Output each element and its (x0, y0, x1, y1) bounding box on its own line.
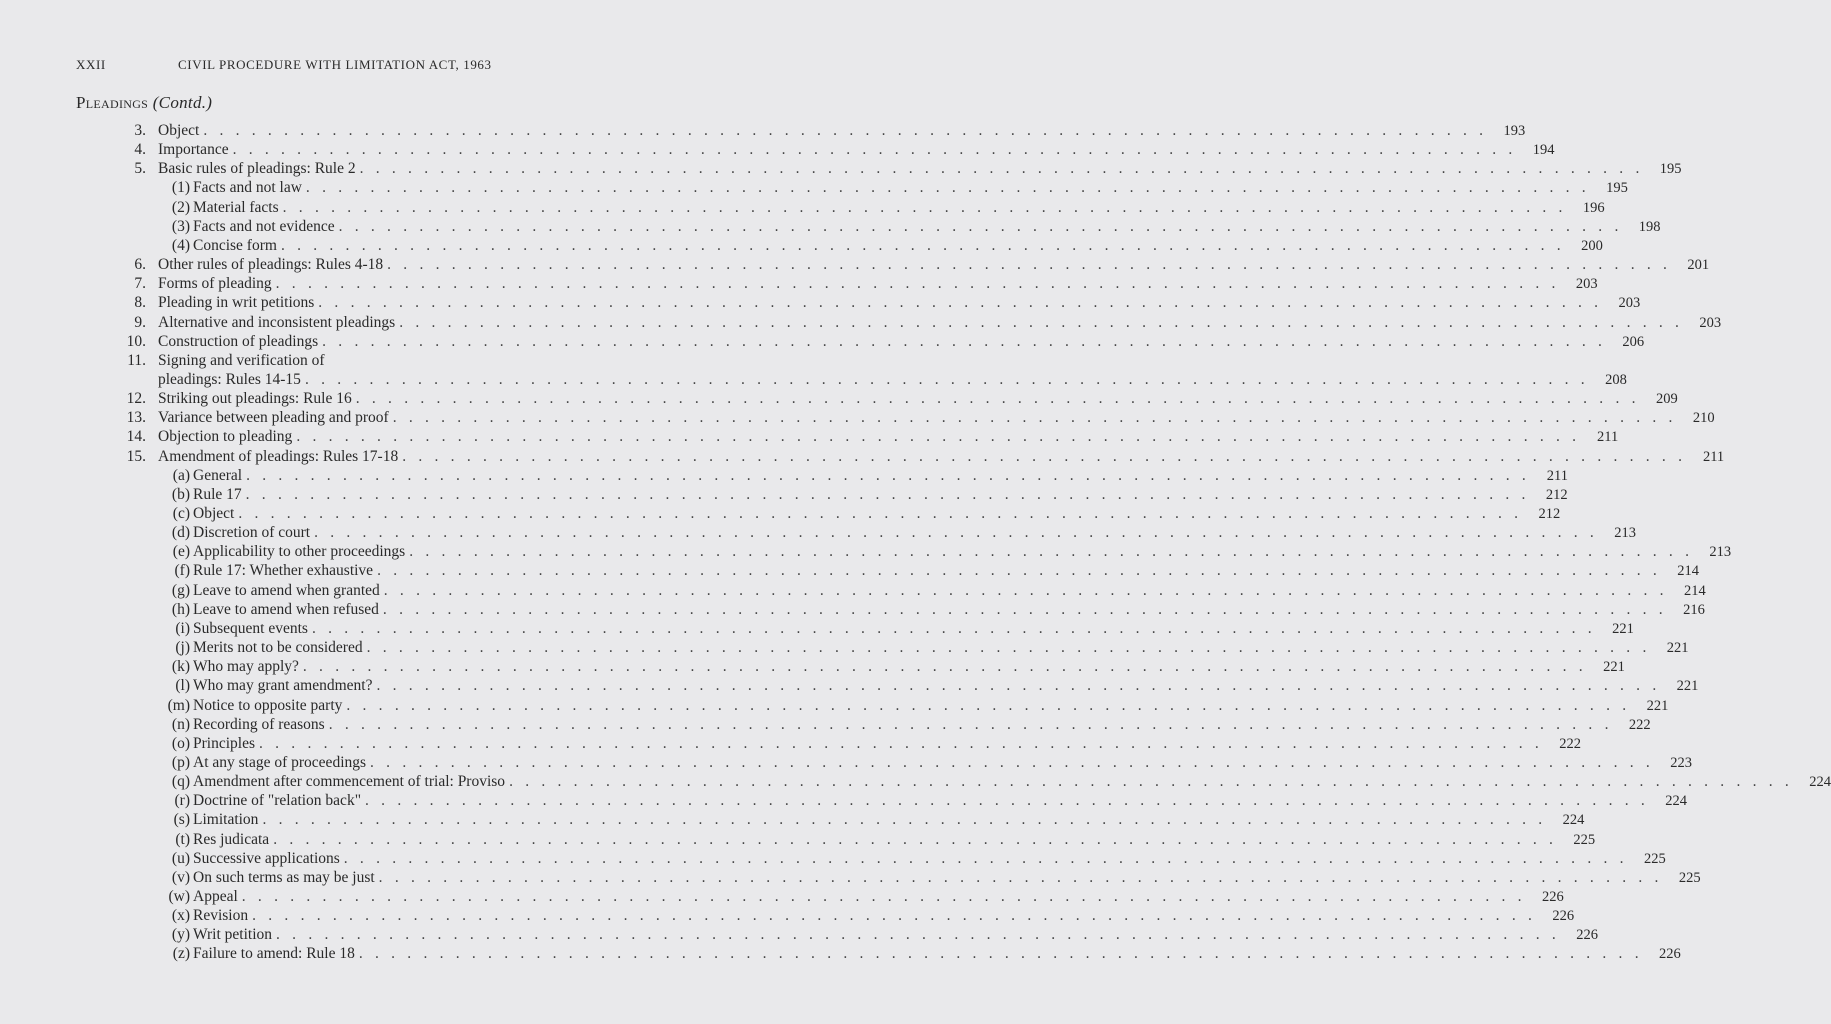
toc-page-number: 226 (1659, 946, 1681, 963)
toc-subentry-label: (a) (172, 466, 190, 484)
dot-leader: . . . . . . . . . . . . . . . . . . . . . . . . . . . . . . . . . . . . . . . . . . . . . . . . . . . . . . . . . . . . . . . . . . . . . . . . . . . . . . . . (370, 753, 1654, 771)
dot-leader: . . . . . . . . . . . . . . . . . . . . . . . . . . . . . . . . . . . . . . . . . . . . . . . . . . . . . . . . . . . . . . . . . . . . . . . . . . . . . . . . (358, 945, 1643, 963)
toc-subentry-label: (q) (171, 773, 190, 791)
toc-entry-title: Recording of reasons (193, 715, 325, 733)
toc-entry-line (193, 791, 1687, 810)
section-contd: (Contd.) (152, 93, 213, 112)
toc-entry-line (193, 485, 1568, 504)
toc-entry (0, 734, 1581, 753)
toc-page-number: 223 (1670, 754, 1692, 771)
toc-subentry-label: (g) (171, 581, 190, 599)
toc-entry (0, 906, 1575, 925)
toc-page-number: 201 (1687, 257, 1710, 274)
toc-entry-title: Successive applications (193, 849, 340, 867)
toc-entry-title: Principles (193, 734, 255, 752)
toc-entry-title: Material facts (193, 198, 279, 216)
toc-entry-title: Basic rules of pleadings: Rule 2 (158, 160, 356, 178)
toc-entry (0, 657, 1625, 676)
toc-entry (0, 791, 1687, 810)
toc-entry-line (158, 370, 1627, 389)
toc-entry-title: Leave to amend when granted (193, 581, 380, 599)
toc-subentry-label: (l) (175, 677, 190, 695)
running-title: CIVIL PROCEDURE WITH LIMITATION ACT, 1963 (178, 57, 492, 72)
toc-page-number: 226 (1576, 927, 1598, 944)
toc-subentry-label: (z) (172, 945, 190, 963)
toc-entry-title: Doctrine of "relation back" (193, 792, 362, 810)
toc-subentry-label: (d) (171, 524, 190, 542)
toc-entry-title: pleadings: Rules 14-15 (158, 370, 301, 388)
toc-entry-line (193, 466, 1568, 485)
toc-entry-line (193, 657, 1625, 676)
toc-page-number: 221 (1603, 659, 1625, 676)
dot-leader: . . . . . . . . . . . . . . . . . . . . . . . . . . . . . . . . . . . . . . . . . . . . . . . . . . . . . . . . . . . . . . . . . . . . . . . . . . . . . . . . (246, 466, 1530, 484)
toc-entry-number: 5. (134, 160, 146, 178)
toc-page-number: 221 (1676, 678, 1699, 695)
toc-entry-title: Facts and not law (193, 179, 302, 197)
toc-entry (0, 619, 1634, 638)
toc-entry-line (158, 140, 1555, 159)
toc-subentry-label: (k) (171, 658, 190, 676)
toc-entry (0, 581, 1706, 600)
toc-entry (0, 236, 1603, 255)
toc-entry-number: 3. (134, 122, 146, 139)
toc-entry-number: 13. (126, 409, 146, 427)
dot-leader: . . . . . . . . . . . . . . . . . . . . . . . . . . . . . . . . . . . . . . . . . . . . . . . . . . . . . . . . . . . . . . . . . . . . . . . . . . . . . . . . (304, 370, 1589, 388)
toc-subentry-label: (j) (175, 639, 190, 657)
toc-page-number: 225 (1573, 831, 1596, 848)
toc-entry-line (193, 542, 1732, 561)
toc-subentry-label: (3) (171, 217, 190, 235)
toc-entry (0, 810, 1585, 829)
toc-entry-title: Who may apply? (193, 658, 299, 676)
toc-entry-line (193, 236, 1603, 255)
toc-page-number: 209 (1655, 391, 1678, 408)
dot-leader: . . . . . . . . . . . . . . . . . . . . . . . . . . . . . . . . . . . . . . . . . . . . . . . . . . . . . . . . . . . . . . . . . . . . . . . . . . . . . . . . (276, 926, 1560, 944)
toc-entry (0, 121, 1526, 140)
toc-subentry-label: (2) (171, 198, 190, 216)
dot-leader: . . . . . . . . . . . . . . . . . . . . . . . . . . . . . . . . . . . . . . . . . . . . . . . . . . . . . . . . . . . . . . . . . . . . . . . . . . . . . . . . (275, 275, 1560, 293)
toc-page-number: 226 (1552, 908, 1575, 925)
toc-entry-line (193, 849, 1666, 868)
toc-entry (0, 830, 1596, 849)
toc-page-number: 212 (1538, 506, 1561, 522)
toc-entry-title: Appeal (193, 888, 238, 905)
toc-subentry-label: (p) (171, 753, 190, 771)
toc-subentry-label: (b) (171, 485, 190, 503)
toc-entry (0, 351, 768, 370)
toc-entry-line (193, 638, 1689, 657)
toc-entry-title: Limitation (193, 811, 259, 829)
toc-entry-line (193, 868, 1701, 887)
dot-leader: . . . . . . . . . . . . . . . . . . . . . . . . . . . . . . . . . . . . . . . . . . . . . . . . . . . . . . . . . . . . . . . . . . . . . . . . . . . . . . . . (322, 332, 1607, 350)
dot-leader: . . . . . . . . . . . . . . . . . . . . . . . . . . . . . . . . . . . . . . . . . . . . . . . . . . . . . . . . . . . . . . . . . . . . . . . . . . . . . . . . (509, 773, 1793, 791)
toc-entry-title: Amendment after commencement of trial: Proviso (193, 773, 506, 791)
toc-entry-title: Leave to amend when refused (193, 600, 379, 618)
dot-leader: . . . . . . . . . . . . . . . . . . . . . . . . . . . . . . . . . . . . . . . . . . . . . . . . . . . . . . . . . . . . . . . . . . . . . . . . . . . . . . . . (302, 658, 1587, 676)
toc-entry-line (193, 753, 1692, 772)
toc-entry (0, 427, 1619, 446)
section-title (76, 93, 212, 113)
toc-entry (0, 255, 1710, 274)
section-heading: Pleadings (76, 93, 149, 112)
toc-subentry-label: (y) (171, 926, 190, 944)
dot-leader: . . . . . . . . . . . . . . . . . . . . . . . . . . . . . . . . . . . . . . . . . . . . . . . . . . . . . . . . . . . . . . . . . . . . . . . . . . . . . . . . (245, 485, 1530, 503)
toc-entry (0, 447, 1725, 466)
toc-entry-line (158, 447, 1725, 466)
toc-subentry-label: (u) (171, 849, 190, 867)
toc-entry-line (193, 676, 1699, 695)
toc-page-number: 226 (1541, 889, 1564, 905)
toc-entry-title: Rule 17: Whether exhaustive (193, 562, 374, 580)
dot-leader: . . . . . . . . . . . . . . . . . . . . . . . . . . . . . . . . . . . . . . . . . . . . . . . . . . . . . . . . . . . . . . . . . . . . . . . . . . . . . . . . (203, 122, 1488, 139)
toc-entry (0, 676, 1699, 695)
toc-entry-title: Alternative and inconsistent pleadings (158, 313, 396, 331)
toc-entry-line (193, 810, 1585, 829)
dot-leader: . . . . . . . . . . . . . . . . . . . . . . . . . . . . . . . . . . . . . . . . . . . . . . . . . . . . . . . . . . . . . . . . . . . . . . . . . . . . . . . . (241, 888, 1526, 905)
toc-entry-title: On such terms as may be just (193, 868, 375, 886)
toc-entry-title: Subsequent events (193, 619, 308, 637)
toc-entry (0, 561, 1700, 580)
toc-entry (0, 542, 1732, 561)
toc-page-number: 221 (1646, 697, 1669, 714)
toc-entry-title: General (193, 466, 243, 484)
toc-entry (0, 140, 1555, 159)
toc-page-number: 193 (1503, 123, 1526, 139)
toc-entry-line (158, 408, 1715, 427)
toc-entry-number: 14. (126, 428, 146, 446)
toc-subentry-label: (i) (175, 619, 190, 637)
toc-entry-line (193, 523, 1637, 542)
toc-entry (0, 638, 1689, 657)
dot-leader: . . . . . . . . . . . . . . . . . . . . . . . . . . . . . . . . . . . . . . . . . . . . . . . . . . . . . . . . . . . . . . . . . . . . . . . . . . . . . . . . (376, 677, 1661, 695)
toc-entry (0, 198, 1605, 217)
toc-entry-title: Importance (158, 141, 229, 159)
dot-leader: . . . . . . . . . . . . . . . . . . . . . . . . . . . . . . . . . . . . . . . . . . . . . . . . . . . . . . . . . . . . . . . . . . . . . . . . . . . . . . . . (387, 256, 1672, 274)
dot-leader: . . . . . . . . . . . . . . . . . . . . . . . . . . . . . . . . . . . . . . . . . . . . . . . . . . . . . . . . . . . . . . . . . . . . . . . . . . . . . . . . (359, 160, 1644, 178)
toc-entry-title: Merits not to be considered (193, 639, 363, 657)
toc-entry-title: Failure to amend: Rule 18 (193, 945, 355, 963)
toc-entry (0, 868, 1701, 887)
toc-page-number: 211 (1597, 429, 1619, 446)
dot-leader: . . . . . . . . . . . . . . . . . . . . . . . . . . . . . . . . . . . . . . . . . . . . . . . . . . . . . . . . . . . . . . . . . . . . . . . . . . . . . . . . (314, 524, 1599, 542)
toc-entry-title: Striking out pleadings: Rule 16 (158, 390, 352, 408)
toc-entry-title: Signing and verification of (158, 351, 325, 369)
dot-leader: . . . . . . . . . . . . . . . . . . . . . . . . . . . . . . . . . . . . . . . . . . . . . . . . . . . . . . . . . . . . . . . . . . . . . . . . . . . . . . . . (262, 811, 1547, 829)
toc-entry-number: 15. (126, 447, 146, 465)
dot-leader: . . . . . . . . . . . . . . . . . . . . . . . . . . . . . . . . . . . . . . . . . . . . . . . . . . . . . . . . . . . . . . . . . . . . . . . . . . . . . . . . (377, 562, 1662, 580)
toc-page-number: 216 (1683, 601, 1705, 618)
toc-entry (0, 408, 1715, 427)
toc-page-number: 225 (1643, 850, 1666, 867)
toc-page-number: 214 (1677, 563, 1700, 580)
toc-page-number: 225 (1678, 869, 1701, 886)
dot-leader: . . . . . . . . . . . . . . . . . . . . . . . . . . . . . . . . . . . . . . . . . . . . . . . . . . . . . . . . . . . . . . . . . . . . . . . . . . . . . . . . (365, 792, 1649, 810)
toc-page-number: 211 (1546, 467, 1568, 484)
toc-subentry-label: (4) (171, 236, 190, 254)
toc-entry-title: Discretion of court (193, 524, 311, 542)
toc-entry-line (193, 715, 1651, 734)
toc-entry (0, 753, 1692, 772)
toc-entry (0, 925, 1598, 944)
toc-subentry-label: (w) (168, 888, 190, 905)
toc-subentry-label: (s) (173, 811, 190, 829)
toc-page-number: 210 (1692, 410, 1715, 427)
toc-entry-line (158, 274, 1598, 293)
toc-entry-line (193, 600, 1705, 619)
toc-entry (0, 944, 1681, 963)
toc-entry-title: Other rules of pleadings: Rules 4-18 (158, 256, 384, 274)
toc-page-number: 208 (1605, 371, 1627, 388)
toc-page-number: 200 (1581, 237, 1603, 254)
toc-page-number: 222 (1559, 735, 1581, 752)
toc-entry-line (193, 772, 1831, 791)
page-folio: XXII (76, 57, 106, 72)
toc-subentry-label: (e) (172, 543, 190, 561)
dot-leader: . . . . . . . . . . . . . . . . . . . . . . . . . . . . . . . . . . . . . . . . . . . . . . . . . . . . . . . . . . . . . . . . . . . . . . . . . . . . . . . . (252, 907, 1537, 925)
toc-entry (0, 715, 1651, 734)
toc-page-number: 224 (1809, 774, 1831, 791)
dot-leader: . . . . . . . . . . . . . . . . . . . . . . . . . . . . . . . . . . . . . . . . . . . . . . . . . . . . . . . . . . . . . . . . . . . . . . . . . . . . . . . . (355, 390, 1640, 408)
dot-leader: . . . . . . . . . . . . . . . . . . . . . . . . . . . . . . . . . . . . . . . . . . . . . . . . . . . . . . . . . . . . . . . . . . . . . . . . . . . . . . . . (382, 600, 1667, 618)
toc-subentry-label: (h) (171, 600, 190, 618)
toc-entry-number: 9. (134, 313, 146, 331)
dot-leader: . . . . . . . . . . . . . . . . . . . . . . . . . . . . . . . . . . . . . . . . . . . . . . . . . . . . . . . . . . . . . . . . . . . . . . . . . . . . . . . . (238, 505, 1523, 522)
toc-page-number: 213 (1709, 544, 1732, 561)
toc-page-number: 222 (1628, 716, 1651, 733)
toc-entry-line (193, 619, 1634, 638)
toc-entry-line (158, 389, 1678, 408)
toc-entry-title: Notice to opposite party (193, 696, 343, 714)
toc-page-number: 213 (1614, 525, 1637, 542)
toc-entry-line (158, 351, 668, 370)
running-header (76, 57, 492, 73)
toc-entry (0, 159, 1682, 178)
toc-subentry-label: (1) (171, 179, 190, 197)
toc-entry-title: Applicability to other proceedings (193, 543, 406, 561)
toc-entry (0, 485, 1568, 504)
toc-entry-number: 8. (134, 294, 146, 312)
toc-entry (0, 696, 1669, 715)
toc-entry-title: Objection to pleading (158, 428, 293, 446)
toc-subentry-label: (v) (171, 868, 190, 886)
toc-subentry-label: (r) (174, 792, 190, 810)
toc-entry (0, 849, 1666, 868)
toc-page-number: 195 (1606, 180, 1628, 197)
toc-entry-title: Object (193, 505, 235, 522)
toc-entry (0, 772, 1831, 791)
toc-entry-title: Res judicata (193, 830, 270, 848)
toc-entry-line (193, 581, 1706, 600)
dot-leader: . . . . . . . . . . . . . . . . . . . . . . . . . . . . . . . . . . . . . . . . . . . . . . . . . . . . . . . . . . . . . . . . . . . . . . . . . . . . . . . . (338, 217, 1623, 235)
toc-entry-number: 7. (134, 275, 146, 293)
dot-leader: . . . . . . . . . . . . . . . . . . . . . . . . . . . . . . . . . . . . . . . . . . . . . . . . . . . . . . . . . . . . . . . . . . . . . . . . . . . . . . . . (232, 141, 1517, 159)
toc-entry (0, 332, 1645, 351)
toc-entry-line (158, 159, 1682, 178)
toc-entry-line (193, 887, 1564, 906)
toc-entry-title: Revision (193, 907, 249, 925)
toc-page-number: 224 (1665, 793, 1687, 810)
toc-entry-line (193, 944, 1681, 963)
dot-leader: . . . . . . . . . . . . . . . . . . . . . . . . . . . . . . . . . . . . . . . . . . . . . . . . . . . . . . . . . . . . . . . . . . . . . . . . . . . . . . . . (282, 198, 1567, 216)
toc-subentry-label: (n) (171, 715, 190, 733)
toc-page-number: 214 (1683, 582, 1706, 599)
toc-page-number: 211 (1702, 448, 1725, 465)
dot-leader: . . . . . . . . . . . . . . . . . . . . . . . . . . . . . . . . . . . . . . . . . . . . . . . . . . . . . . . . . . . . . . . . . . . . . . . . . . . . . . . . (366, 639, 1651, 657)
toc-entry (0, 274, 1598, 293)
toc-entry-title: Pleading in writ petitions (158, 294, 315, 312)
toc-page-number: 203 (1618, 295, 1641, 312)
toc-entry-number: 11. (127, 351, 146, 369)
dot-leader: . . . . . . . . . . . . . . . . . . . . . . . . . . . . . . . . . . . . . . . . . . . . . . . . . . . . . . . . . . . . . . . . . . . . . . . . . . . . . . . . (305, 179, 1590, 197)
toc-entry-title: Variance between pleading and proof (158, 409, 389, 427)
dot-leader: . . . . . . . . . . . . . . . . . . . . . . . . . . . . . . . . . . . . . . . . . . . . . . . . . . . . . . . . . . . . . . . . . . . . . . . . . . . . . . . . (399, 313, 1684, 331)
toc-page-number: 203 (1575, 276, 1598, 293)
toc-entry-line (158, 332, 1645, 351)
toc-page-number: 212 (1545, 486, 1568, 503)
toc-entry-number: 6. (134, 256, 146, 274)
toc-entry-number: 10. (126, 332, 146, 350)
toc-page-number: 195 (1659, 161, 1682, 178)
toc-entry-line (193, 906, 1575, 925)
toc-page-number: 194 (1532, 142, 1555, 159)
toc-entry-line (158, 255, 1710, 274)
toc-entry (0, 466, 1568, 485)
toc-entry (0, 600, 1705, 619)
dot-leader: . . . . . . . . . . . . . . . . . . . . . . . . . . . . . . . . . . . . . . . . . . . . . . . . . . . . . . . . . . . . . . . . . . . . . . . . . . . . . . . . (280, 236, 1565, 254)
toc-subentry-label: (t) (175, 830, 190, 848)
toc-entry-line (158, 293, 1641, 312)
toc-page-number: 221 (1612, 620, 1634, 637)
toc-entry-number: 4. (134, 141, 146, 159)
toc-entry (0, 504, 1561, 523)
toc-page-number: 198 (1638, 218, 1661, 235)
toc-entry (0, 313, 1722, 332)
toc-entry (0, 523, 1637, 542)
toc-page-number: 196 (1582, 199, 1605, 216)
toc-entry (0, 887, 1564, 906)
toc-entry-line (158, 427, 1619, 446)
dot-leader: . . . . . . . . . . . . . . . . . . . . . . . . . . . . . . . . . . . . . . . . . . . . . . . . . . . . . . . . . . . . . . . . . . . . . . . . . . . . . . . . (392, 409, 1677, 427)
toc-entry-title: Who may grant amendment? (193, 677, 373, 695)
toc-entry-line (193, 734, 1581, 753)
toc-page-number: 206 (1622, 333, 1645, 350)
toc-page-number: 224 (1562, 812, 1585, 829)
dot-leader: . . . . . . . . . . . . . . . . . . . . . . . . . . . . . . . . . . . . . . . . . . . . . . . . . . . . . . . . . . . . . . . . . . . . . . . . . . . . . . . . (273, 830, 1558, 848)
dot-leader: . . . . . . . . . . . . . . . . . . . . . . . . . . . . . . . . . . . . . . . . . . . . . . . . . . . . . . . . . . . . . . . . . . . . . . . . . . . . . . . . (259, 734, 1543, 752)
toc-subentry-label: (m) (167, 696, 190, 714)
dot-leader: . . . . . . . . . . . . . . . . . . . . . . . . . . . . . . . . . . . . . . . . . . . . . . . . . . . . . . . . . . . . . . . . . . . . . . . . . . . . . . . . (343, 849, 1628, 867)
toc-entry (0, 293, 1641, 312)
toc-entry-number: 12. (126, 390, 146, 408)
toc-entry-title: Forms of pleading (158, 275, 272, 293)
dot-leader: . . . . . . . . . . . . . . . . . . . . . . . . . . . . . . . . . . . . . . . . . . . . . . . . . . . . . . . . . . . . . . . . . . . . . . . . . . . . . . . . (383, 581, 1668, 599)
toc-entry-title: Concise form (193, 236, 277, 254)
dot-leader: . . . . . . . . . . . . . . . . . . . . . . . . . . . . . . . . . . . . . . . . . . . . . . . . . . . . . . . . . . . . . . . . . . . . . . . . . . . . . . . . (296, 428, 1581, 446)
toc-entry-line (193, 925, 1598, 944)
dot-leader: . . . . . . . . . . . . . . . . . . . . . . . . . . . . . . . . . . . . . . . . . . . . . . . . . . . . . . . . . . . . . . . . . . . . . . . . . . . . . . . . (378, 868, 1663, 886)
toc-entry-line (193, 178, 1628, 197)
toc-entry-line (193, 830, 1596, 849)
toc-entry-line (158, 121, 1526, 140)
dot-leader: . . . . . . . . . . . . . . . . . . . . . . . . . . . . . . . . . . . . . . . . . . . . . . . . . . . . . . . . . . . . . . . . . . . . . . . . . . . . . . . . (328, 715, 1613, 733)
toc-entry (0, 178, 1628, 197)
toc-entry-line (193, 696, 1669, 715)
dot-leader: . . . . . . . . . . . . . . . . . . . . . . . . . . . . . . . . . . . . . . . . . . . . . . . . . . . . . . . . . . . . . . . . . . . . . . . . . . . . . . . . (402, 447, 1687, 465)
toc-entry-line (158, 313, 1722, 332)
toc-entry-title: Object (158, 122, 200, 139)
toc-entry-title: Writ petition (193, 926, 273, 944)
toc-entry-title: Rule 17 (193, 485, 242, 503)
dot-leader: . . . . . . . . . . . . . . . . . . . . . . . . . . . . . . . . . . . . . . . . . . . . . . . . . . . . . . . . . . . . . . . . . . . . . . . . . . . . . . . . (409, 543, 1694, 561)
toc-entry (0, 217, 1661, 236)
toc-entry-line (193, 561, 1700, 580)
toc-subentry-label: (f) (174, 562, 190, 580)
toc-entry-line (193, 198, 1605, 217)
toc-page-number: 221 (1666, 640, 1689, 657)
toc-subentry-label: (c) (172, 505, 190, 522)
toc-subentry-label: (o) (171, 734, 190, 752)
dot-leader: . . . . . . . . . . . . . . . . . . . . . . . . . . . . . . . . . . . . . . . . . . . . . . . . . . . . . . . . . . . . . . . . . . . . . . . . . . . . . . . . (311, 619, 1596, 637)
toc-entry-title: Facts and not evidence (193, 217, 335, 235)
toc-entry-title: At any stage of proceedings (193, 753, 367, 771)
toc-entry-title: Construction of pleadings (158, 332, 319, 350)
dot-leader: . . . . . . . . . . . . . . . . . . . . . . . . . . . . . . . . . . . . . . . . . . . . . . . . . . . . . . . . . . . . . . . . . . . . . . . . . . . . . . . . (346, 696, 1631, 714)
toc-entry-line (193, 217, 1661, 236)
toc-entry (0, 370, 1627, 389)
toc-page-number: 203 (1699, 314, 1722, 331)
toc-entry (0, 389, 1678, 408)
toc-entry-line (193, 504, 1561, 523)
toc-entry-title: Amendment of pleadings: Rules 17-18 (158, 447, 399, 465)
toc-subentry-label: (x) (171, 907, 190, 925)
dot-leader: . . . . . . . . . . . . . . . . . . . . . . . . . . . . . . . . . . . . . . . . . . . . . . . . . . . . . . . . . . . . . . . . . . . . . . . . . . . . . . . . (318, 294, 1603, 312)
